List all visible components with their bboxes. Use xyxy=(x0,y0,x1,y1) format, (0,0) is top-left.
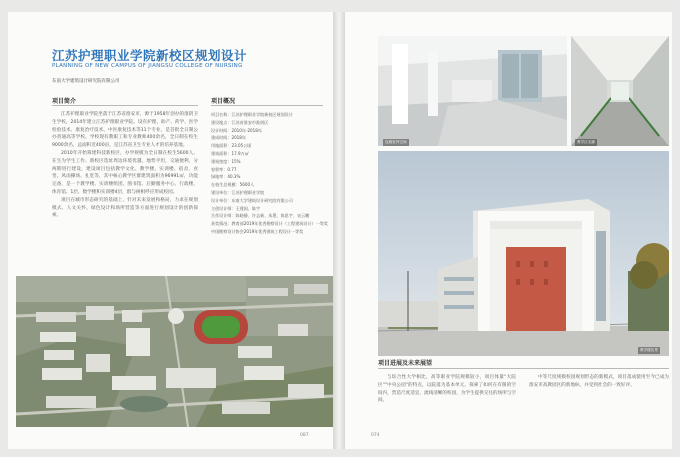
corridor-photo-caption: 教学区走廊 xyxy=(577,140,595,144)
building-photo xyxy=(378,151,669,356)
progress-text-col2 xyxy=(529,374,669,390)
page-title: 江苏护理职业学院新校区规划设计 xyxy=(52,48,248,63)
design-institute-name: 东南大学建筑设计研究院有限公司 xyxy=(52,79,120,84)
overview-item: 设计时间：2010年-2018年 xyxy=(211,127,262,133)
page-number: 087 xyxy=(300,433,309,438)
overview-item: 设计单位：东南大学建筑设计研究院有限公司 xyxy=(211,197,293,203)
interior-photo-caption: 连廊室内空间 xyxy=(385,140,407,144)
intro-text xyxy=(52,111,198,220)
progress-divider xyxy=(378,368,669,369)
overview-item: 建筑密度：15% xyxy=(211,158,241,164)
overview-item: 获奖情况：教育部2019年优秀勘察设计（工程建筑设计）一等奖 xyxy=(211,221,328,227)
left-page xyxy=(8,12,333,449)
overview-item: 建设地点：江苏省淮安市淮阴区 xyxy=(211,119,269,125)
overview-item: 容积率：0.77 xyxy=(211,166,237,172)
overview-heading: 项目概况 xyxy=(211,98,236,105)
overview-item: 建设单位：江苏护理职业学院 xyxy=(211,189,265,195)
overview-item: 主创设计师：王建国、陈宇 xyxy=(211,205,261,211)
intro-paragraph: 江苏护理职业学院坐落于江苏省淮安市，源于1958年创办的淮阴卫生学校，2014年建立江苏护理职业学院。设有护理、助产、药学、医学检验技术、康复治疗技术、中医康复技术等11个专业，是首批全日制公办普通高等学校。学校现有教职工和专业教师400余名，全日制在校生9000余名，总面积近400亩，是江苏省卫生专业人才的培养基地。 xyxy=(52,112,198,149)
overview-item: 用地面积：23.05公顷 xyxy=(211,143,252,149)
progress-paragraph: 与综合性大学相比，高等职业学院规模较小，项目体量"大院区""中央公园"的特点，以院落为基本单元，探索了如何在有限的空间内，营造尺度适宜、流线清晰的校园，为学生提供交往的场所与空间。 xyxy=(378,375,516,404)
overview-divider xyxy=(211,105,323,106)
overview-item: 中国勘察设计协会2019年优秀建筑工程设计一等奖 xyxy=(211,228,304,234)
sports-field xyxy=(202,316,240,338)
overview-item: 绿地率：40.3% xyxy=(211,174,241,180)
aerial-campus-photo xyxy=(16,276,333,427)
intro-divider xyxy=(52,105,198,106)
intro-paragraph: 2010年开始筹建科技新校区，办学规模为全日制在校生5600人。在生为学生工作、新校区选址周边环境优越，地势平坦，交通便利，分两期进行建设，建设项目包括教学文化、教学楼、实训楼、宿舍、食堂、风雨操场、礼堂等，其中核心教学区群建筑面积为96991㎡，功能完备，是一个教学楼、实训楼组团、图书馆、后勤服务中心、行政楼、体育馆、1层、数学楼和实训楼4层，群与树相呼应形成校园。 xyxy=(52,150,198,195)
page-number: 074 xyxy=(371,433,380,438)
corridor-photo xyxy=(571,36,669,146)
overview-item: 建成时间：2018年 xyxy=(211,135,246,141)
overview-item: 建筑面积：17.9万㎡ xyxy=(211,150,249,156)
progress-heading: 项目进展及未来展望 xyxy=(378,360,433,367)
book-gutter xyxy=(333,12,345,449)
red-brick-volume xyxy=(506,247,566,331)
page-subtitle-en: PLANNING OF NEW CAMPUS OF JIANGSU COLLEGE OF NURSING xyxy=(52,63,243,69)
overview-item: 项目名称：江苏护理职业学院新校区规划设计 xyxy=(211,112,293,117)
progress-text-col1 xyxy=(378,374,516,405)
intro-heading: 项目简介 xyxy=(52,98,77,105)
building-photo-caption: 教学楼实景 xyxy=(640,348,658,352)
progress-paragraph: 中等尺度规模校园规划形态的新模式，项目落成使用至今已成为淮安市高教园区的新地标，并受到社会的一致好评。 xyxy=(529,375,669,388)
interior-photo xyxy=(378,36,567,146)
overview-item: 在校生总规模：5600人 xyxy=(211,182,255,188)
overview-item: 合作设计师：陈晓静、许志新、朱墨、陈思宇、宋云鹏 xyxy=(211,213,310,219)
right-page xyxy=(345,12,672,449)
overview-list xyxy=(211,111,333,236)
intro-paragraph: 项目在城市形态研究的基础上，针对未来发展和格局，力求在规划模式、人文关怀、绿色设计和场所营造等方面进行规划设计的创新探索。 xyxy=(52,197,198,219)
